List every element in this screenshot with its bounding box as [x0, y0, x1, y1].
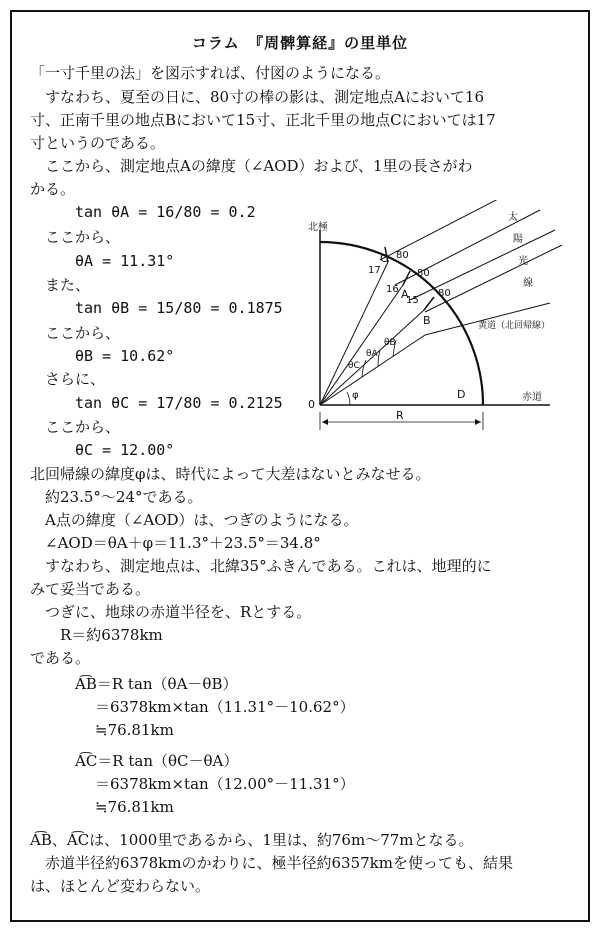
sunlight-label: 太: [508, 212, 518, 223]
formula-aod: ∠AOD＝θA＋φ＝11.3°＋23.5°＝34.8°: [30, 534, 321, 552]
point-o-label: 0: [308, 398, 315, 411]
sunlight-label: 陽: [513, 234, 523, 245]
phi-label: φ: [352, 390, 359, 401]
formula-ab: ＝6378km×tan（11.31°－10.62°）: [95, 698, 355, 716]
theta-a-label: θA: [366, 349, 378, 359]
arrow-head: [475, 419, 481, 425]
formula-tan-c: tan θC = 17/80 = 0.2125: [75, 394, 283, 412]
sunlight-label: 光: [518, 256, 528, 267]
text-line: ここから、: [45, 324, 121, 342]
formula-ab: ≒76.81km: [95, 721, 174, 739]
theta-c-label: θC: [348, 361, 360, 371]
formula-theta-c: θC = 12.00°: [75, 441, 175, 459]
text-line: 約23.5°～24°である。: [30, 488, 203, 506]
tropic-line: [320, 335, 425, 405]
shadow-label-c: 17: [368, 265, 381, 276]
sunlight-label: 線: [523, 278, 533, 289]
text-line: みて妥当である。: [30, 580, 151, 598]
text-line: 北回帰線の緯度φは、時代によって大差はないとみなせる。: [30, 465, 431, 483]
radius-label: R: [396, 409, 404, 422]
formula-tan-a: tan θA = 16/80 = 0.2: [75, 203, 256, 221]
equator-label: 赤道: [522, 392, 542, 403]
formula-radius: R＝約6378km: [30, 626, 163, 644]
formula-theta-b: θB = 10.62°: [75, 347, 175, 365]
shadow-label-b: 15: [406, 295, 419, 306]
sun-ray: [425, 245, 562, 312]
text-line: 「一寸千里の法」を図示すれば、付図のようになる。: [30, 64, 391, 82]
text-line: すなわち、夏至の日に、80寸の棒の影は、測定地点Aにおいて16: [30, 88, 485, 106]
formula-ac: ≒76.81km: [95, 798, 174, 816]
text-line: 赤道半径約6378kmのかわりに、極半径約6357kmを使っても、結果: [30, 854, 513, 872]
gnomon-diagram: [300, 200, 570, 440]
text-line: ここから、: [45, 228, 121, 246]
sun-ray: [410, 230, 555, 300]
earth-surface-arc: [320, 242, 483, 405]
arrow-head: [322, 419, 328, 425]
point-a-label: A: [401, 288, 409, 301]
text-line: A͡B、A͡Cは、1000里であるから、1里は、約76m～77mとなる。: [30, 831, 474, 849]
text-line: ここから、: [45, 418, 121, 436]
formula-theta-a: θA = 11.31°: [75, 252, 175, 270]
gnomon-label-a: 80: [417, 268, 430, 279]
north-pole-label: 北極: [308, 222, 328, 233]
point-d-label: D: [457, 388, 466, 401]
theta-b-label: θB: [384, 338, 396, 348]
angle-arc-phi: [347, 392, 350, 405]
formula-ac: ＝6378km×tan（12.00°－11.31°）: [95, 775, 355, 793]
formula-ab: A͡B＝R tan（θA－θB）: [75, 675, 238, 693]
shadow-label-a: 16: [386, 284, 399, 295]
gnomon-label-b: 80: [438, 288, 451, 299]
text-line: は、ほとんど変わらない。: [30, 877, 211, 895]
text-line: また、: [45, 276, 91, 294]
text-line: 寸、正南千里の地点Bにおいて15寸、正北千里の地点Cにおいては17: [30, 111, 496, 129]
page-title: コラム 『周髀算経』の里単位: [191, 34, 409, 52]
point-b-label: B: [423, 314, 431, 327]
formula-tan-b: tan θB = 15/80 = 0.1875: [75, 299, 283, 317]
text-line: かる。: [30, 180, 76, 198]
text-line: 寸というのである。: [30, 134, 166, 152]
text-line: ここから、測定地点Aの緯度（∠AOD）および、1里の長さがわ: [30, 157, 473, 175]
point-c-label: C: [380, 252, 388, 265]
formula-ac: A͡C＝R tan（θC－θA）: [75, 752, 239, 770]
text-line: つぎに、地球の赤道半径を、Rとする。: [30, 603, 312, 621]
text-line: A点の緯度（∠AOD）は、つぎのようになる。: [30, 511, 359, 529]
text-line: である。: [30, 649, 91, 667]
text-line: さらに、: [45, 370, 106, 388]
tropic-label: 黄道（北回帰線）: [478, 321, 551, 331]
radius-c: [320, 262, 388, 405]
gnomon-label-c: 80: [396, 250, 409, 261]
text-line: すなわち、測定地点は、北緯35°ふきんである。これは、地理的に: [30, 557, 492, 575]
